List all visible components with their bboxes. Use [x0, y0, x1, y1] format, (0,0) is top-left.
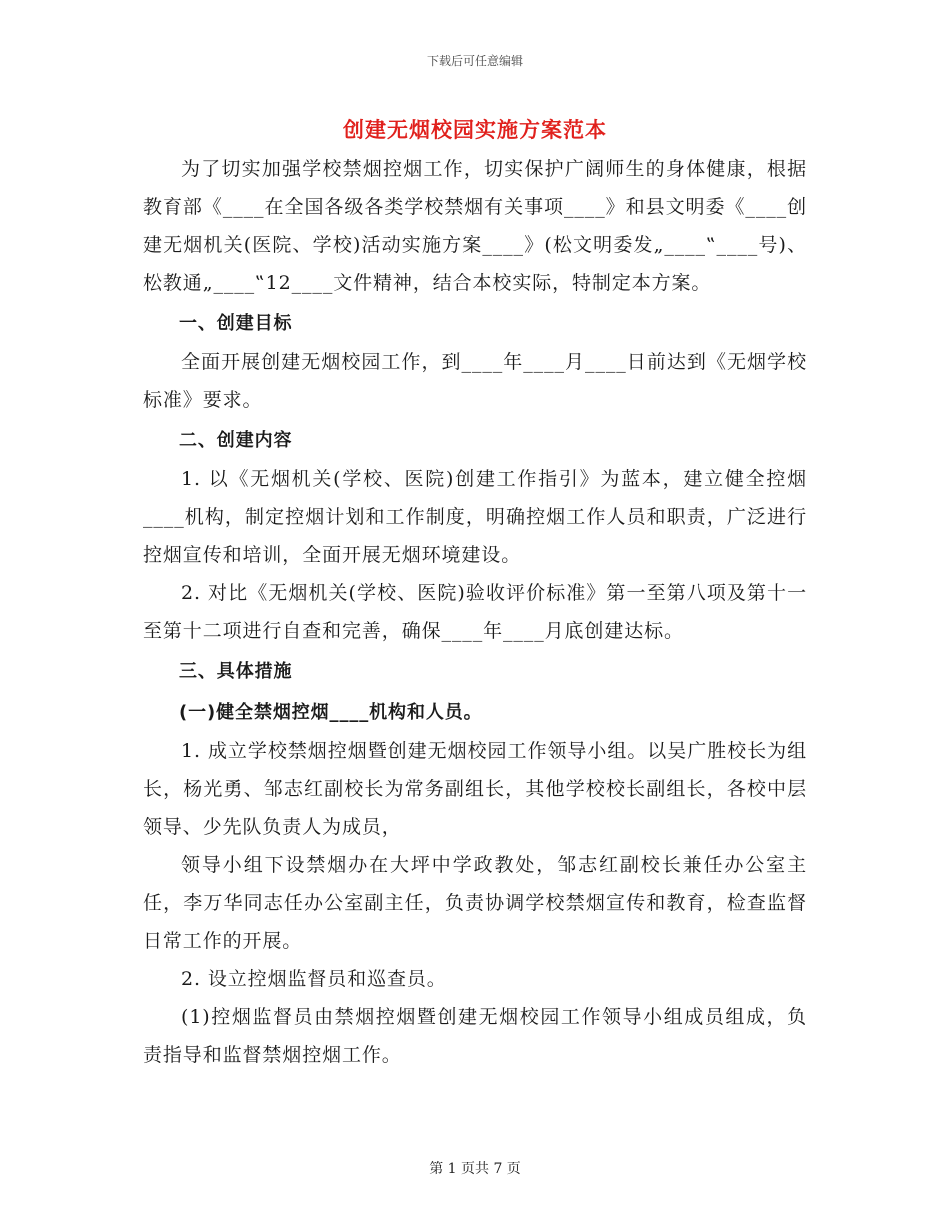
- document-title: 创建无烟校园实施方案范本: [343, 117, 607, 142]
- section-heading-goal: 一、创建目标: [179, 313, 293, 334]
- header-note: 下载后可任意编辑: [426, 54, 523, 68]
- content-paragraph-1: 1. 以《无烟机关(学校、医院)创建工作指引》为蓝本，建立健全控烟____机构，制定控烟计划和工作制度，明确控烟工作人员和职责，广泛进行控烟宣传和培训，全面开展无烟环境建设。: [143, 468, 807, 566]
- measure-paragraph-3: 2. 设立控烟监督员和巡查员。: [181, 968, 447, 990]
- page-footer: 第 1 页共 7 页: [429, 1161, 521, 1177]
- goal-paragraph: 全面开展创建无烟校园工作，到____年____月____日前达到《无烟学校标准》要求。: [143, 351, 807, 411]
- measure-paragraph-4: (1)控烟监督员由禁烟控烟暨创建无烟校园工作领导小组成员组成，负责指导和监督禁烟控烟工作。: [143, 1006, 807, 1066]
- document-body: [143, 150, 807, 1074]
- subsection-heading-organization: (一)健全禁烟控烟____机构和人员。: [179, 702, 483, 723]
- section-heading-measures: 三、具体措施: [179, 661, 293, 682]
- intro-paragraph: 为了切实加强学校禁烟控烟工作，切实保护广阔师生的身体健康，根据教育部《____在全国各级各类学校禁烟有关事项____》和县文明委《____创建无烟机关(医院、学校)活动实施方案____》(松文明委发„____‟____号)、松教通„____‟12____文件精神，结合本校实际，特制定本方案。: [143, 158, 807, 294]
- measure-paragraph-2: 领导小组下设禁烟办在大坪中学政教处，邹志红副校长兼任办公室主任，李万华同志任办公室副主任，负责协调学校禁烟宣传和教育，检查监督日常工作的开展。: [143, 854, 807, 952]
- content-paragraph-2: 2. 对比《无烟机关(学校、医院)验收评价标准》第一至第八项及第十一至第十二项进行自查和完善，确保____年____月底创建达标。: [143, 582, 807, 642]
- section-heading-content: 二、创建内容: [179, 430, 293, 451]
- measure-paragraph-1: 1. 成立学校禁烟控烟暨创建无烟校园工作领导小组。以吴广胜校长为组长，杨光勇、邹志红副校长为常务副组长，其他学校校长副组长，各校中层领导、少先队负责人为成员，: [143, 740, 807, 838]
